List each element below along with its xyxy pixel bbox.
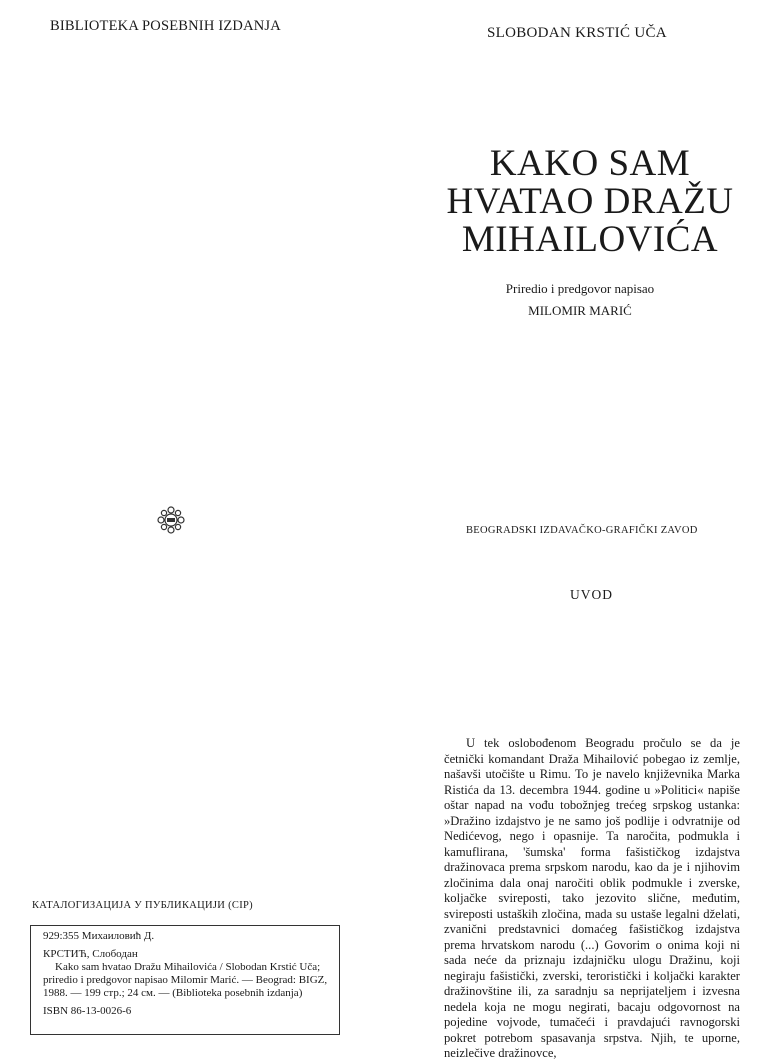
body-paragraph: U tek oslobođenom Beogradu pročulo se da je četnički komandant Draža Mihailović pobegao iz zemlje, našavši utočište u Rimu. To je navelo književnika Marka Ristića da 13. decembra 1944. godine u »Politici« napiše oštar napad na vođu tobožnjeg trećeg srpskog ustanka: »Dražino izdajstvo je ne samo još podlije i odvratnije od Nedićevog, nego i opasnije. Ta naročita, podmukla i kamuflirana, 'šumska' forma fašističkog izdajstva dražinovaca prema srpskom narodu, kao da je i njihovim zločinima dala onaj naročiti oblik podmukle i zverske, koljačke svireposti, tako jezovito slične, međutim, svireposti ustaških zločina, mada su ustaše legalni dželati, zvanični predstavnici domaćeg fašističkog izdajstva prema hrvatskom narodu (...) Govorim o onima koji ni sada neće da priznaju izdajničku ulogu Dražinu, koji negiraju fašistički, zverski, teroristički i koljački karakter dražinovštine ili, za saradnju sa neprijateljem i izvesna nedela koja ne mogu negirati, bacaju odgovornost na pojedine vojvode, tumačeći i pravdajući ravnogorski pokret potrebom spasavanja srpstva. Njih, te uporne, neizlečive dražinovce,	[444, 736, 740, 1060]
title-line-1: KAKO SAM	[489, 143, 691, 184]
title-line-3: MIHAILOVIĆA	[461, 219, 719, 260]
editor-line: Priredio i predgovor napisao	[505, 281, 655, 296]
cip-entry: Kako sam hvatao Dražu Mihailovića / Slobodan Krstić Uča; priredio i predgovor napisao Milomir Marić. — Beograd: BIGZ, 1988. — 199 стр.; 24 см. — (Biblioteka posebnih izdanja)	[43, 961, 328, 999]
editor-credit	[440, 278, 720, 322]
publisher-name: BEOGRADSKI IZDAVAČKO-GRAFIČKI ZAVOD	[466, 525, 698, 536]
cip-heading: КАТАЛОГИЗАЦИЈА У ПУБЛИКАЦИЈИ (CIP)	[32, 900, 253, 911]
editor-name: MILOMIR MARIĆ	[528, 303, 632, 318]
cip-author: КРСТИЋ, Слободан	[43, 948, 138, 960]
cip-udc: 929:355 Михаиловић Д.	[43, 930, 155, 942]
series-title: BIBLIOTEKA POSEBNIH IZDANJA	[50, 18, 281, 34]
cip-record	[30, 925, 340, 1035]
publisher-emblem-icon	[156, 505, 186, 535]
book-title	[425, 145, 755, 259]
title-line-2: HVATAO DRAŽU	[446, 181, 734, 222]
cip-isbn: ISBN 86-13-0026-6	[43, 1005, 132, 1017]
author-name: SLOBODAN KRSTIĆ UČA	[487, 25, 667, 41]
intro-paragraph	[444, 736, 740, 1062]
section-heading: UVOD	[570, 587, 613, 602]
